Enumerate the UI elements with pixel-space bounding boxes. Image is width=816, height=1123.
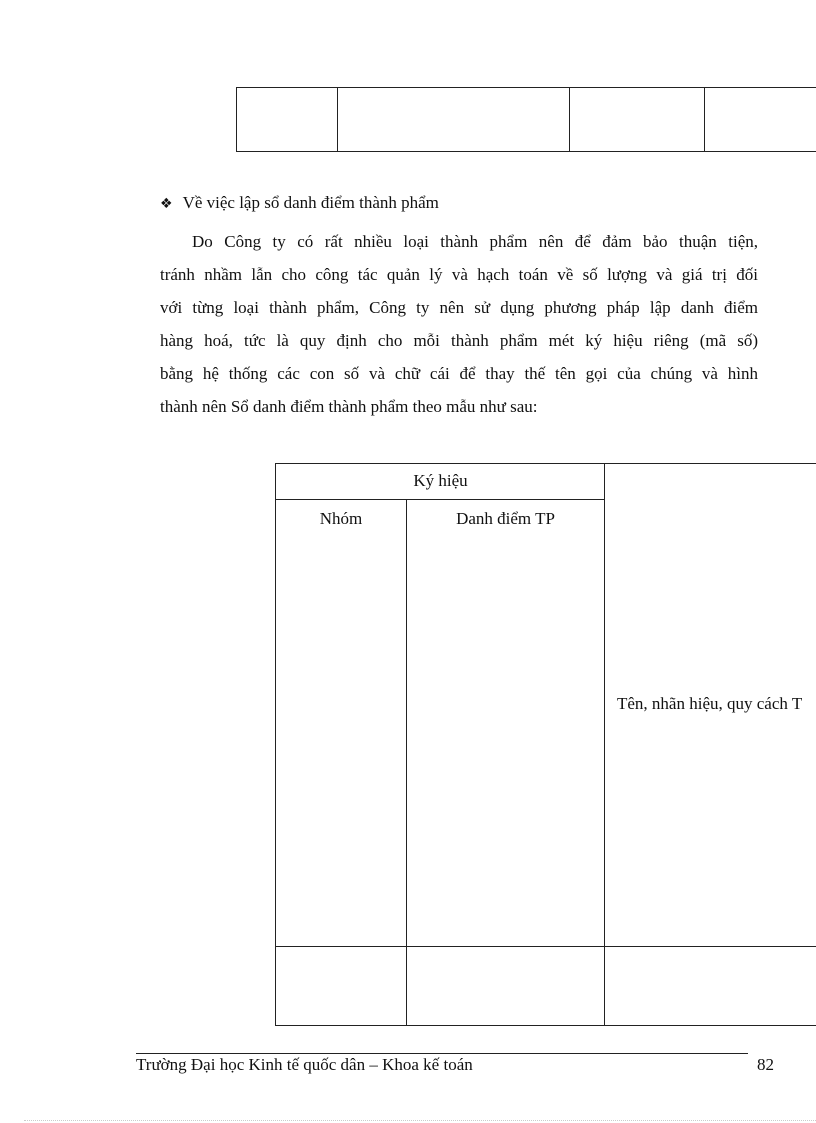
table-divider bbox=[406, 500, 407, 1025]
four-petal-diamond-icon: ❖ bbox=[160, 196, 173, 212]
table-divider bbox=[704, 88, 705, 151]
paragraph-line: bằng hệ thống các con số và chữ cái để thay thế tên gọi của chúng và hình bbox=[160, 364, 758, 383]
table-divider bbox=[337, 88, 338, 151]
paragraph-line: với từng loại thành phẩm, Công ty nên sử dụng phương pháp lập danh điểm bbox=[160, 298, 758, 317]
column-header-name: Tên, nhãn hiệu, quy cách T bbox=[617, 694, 803, 713]
table-divider bbox=[276, 946, 816, 947]
page-number: 82 bbox=[757, 1055, 774, 1074]
section-heading bbox=[160, 193, 439, 213]
finished-goods-catalog-table bbox=[275, 463, 816, 1026]
top-table-fragment bbox=[236, 87, 816, 152]
column-header-group: Nhóm bbox=[319, 509, 363, 528]
table-divider bbox=[604, 464, 605, 1025]
table-divider bbox=[569, 88, 570, 151]
footer-text: Trường Đại học Kinh tế quốc dân – Khoa kế toán bbox=[136, 1055, 473, 1074]
column-group-header: Ký hiệu bbox=[413, 471, 468, 490]
footer-rule bbox=[136, 1053, 748, 1054]
column-header-item: Danh điểm TP bbox=[456, 509, 555, 528]
paragraph-line: thành nên Sổ danh điểm thành phẩm theo mẫu như sau: bbox=[160, 397, 538, 416]
section-heading-text: Về việc lập sổ danh điểm thành phẩm bbox=[182, 193, 439, 212]
page-edge-dots bbox=[24, 1120, 816, 1121]
paragraph-line: tránh nhầm lẫn cho công tác quản lý và hạch toán về số lượng và giá trị đối bbox=[160, 265, 758, 284]
paragraph-line: Do Công ty có rất nhiều loại thành phẩm nên để đảm bảo thuận tiện, bbox=[192, 232, 758, 251]
paragraph-line: hàng hoá, tức là quy định cho mỗi thành phẩm mét ký hiệu riêng (mã số) bbox=[160, 331, 758, 350]
table-divider bbox=[276, 499, 605, 500]
